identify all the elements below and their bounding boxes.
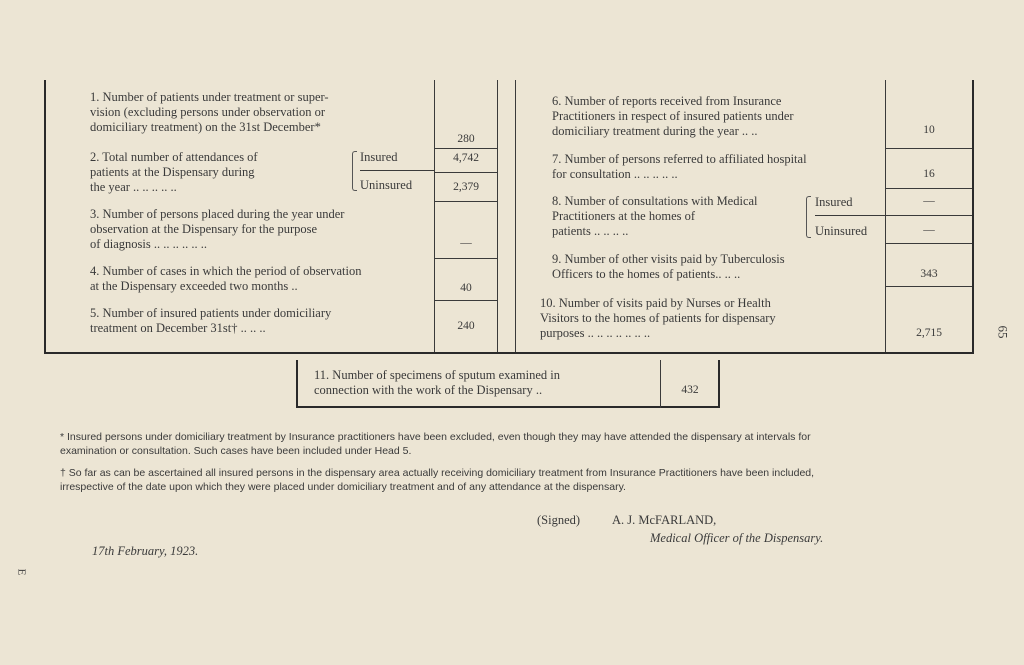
left-row-divider-3 [435,258,497,259]
bottom-item-value: 432 [681,384,699,396]
right-item-6-value: 10 [923,124,935,136]
left-item-3-value: — [460,237,472,249]
footnote-insured: * Insured persons under domiciliary treatment by Insurance practitioners have been excluded, even though they may have attended the dispensary at intervals for examination or consultation. Such cases have been included under Head 5. [60,431,811,457]
right-item-8-brace [806,196,811,238]
left-item-2-insured-label: Insured [360,150,398,164]
right-item-9-value: 343 [920,268,938,280]
left-row-divider-2 [435,201,497,202]
right-item-9-text: 9. Number of other visits paid by Tuberculosis Officers to the homes of patients.. .. .. [552,252,785,281]
right-item-8-uninsured-value: — [923,224,935,236]
footnote-domiciliary: † So far as can be ascertained all insured persons in the dispensary area actually receiving domiciliary treatment from Insurance Practitioners have been included, irrespective of the date upon which they were placed under domiciliary treatment and of any attendance at the dispensary. [60,467,815,493]
left-item-2-sub-divider [360,170,435,171]
signature-signed: (Signed) [537,513,581,527]
signature-title: Medical Officer of the Dispensary. [650,531,824,545]
right-row-divider-3 [886,243,972,244]
right-item-8-insured-label: Insured [815,195,853,209]
table-right-border [972,80,974,353]
specimens-box-value-rule [660,360,661,408]
right-item-8-text: 8. Number of consultations with Medical Practitioners at the homes of patients .. .. .. .. [552,194,758,238]
right-item-6-text: 6. Number of reports received from Insurance Practitioners in respect of insured patients under domiciliary treatment during the year .. .. [552,94,794,138]
left-item-5-text: 5. Number of insured patients under domiciliary treatment on December 31st† .. .. .. [90,306,332,335]
right-item-8-insured-value: — [923,195,935,207]
left-item-2-uninsured-value: 2,379 [453,181,479,193]
left-value-column-rule [434,80,435,352]
left-item-1-value: 280 [457,133,475,145]
table-left-border [44,80,46,353]
right-row-divider-4 [886,286,972,287]
left-item-4-text: 4. Number of cases in which the period of observation at the Dispensary exceeded two months .. [90,264,362,293]
left-item-2-uninsured-label: Uninsured [360,178,413,192]
page-number: 65 [995,325,1011,339]
left-item-4-value: 40 [460,282,472,294]
left-item-2-text: 2. Total number of attendances of patients at the Dispensary during the year .. .. .. .. .. [90,150,258,194]
signature-name: A. J. McFARLAND, [612,513,717,527]
right-item-8-sub-divider [815,215,972,216]
table-bottom-border [44,352,974,354]
left-item-3-text: 3. Number of persons placed during the year under observation at the Dispensary for the purpose of diagnosis .. .. .. .. .. .. [90,207,345,251]
right-item-10-text: 10. Number of visits paid by Nurses or Health Visitors to the homes of patients for dispensary purposes .. .. .. .. .. .. .. [540,296,776,340]
left-item-2-insured-value: 4,742 [453,152,479,164]
right-item-8-uninsured-label: Uninsured [815,224,868,238]
right-value-column-rule [885,80,886,352]
left-item-2-value-divider [435,172,497,173]
right-row-divider-1 [886,148,972,149]
right-column-left-rule [515,80,516,352]
left-item-1-text: 1. Number of patients under treatment or super- vision (excluding persons under observation or domiciliary treatment) on the 31st December* [90,90,329,134]
left-row-divider-4 [435,300,497,301]
document-date [92,544,198,559]
document-date-text: 17th February, 1923. [92,544,199,558]
right-item-10-value: 2,715 [916,327,942,339]
right-row-divider-2 [886,188,972,189]
left-row-divider-1 [435,148,497,149]
bottom-item-text: 11. Number of specimens of sputum examined in connection with the work of the Dispensary .. [314,368,561,397]
left-column-right-rule [497,80,498,352]
left-item-2-brace [352,151,357,191]
right-item-7-value: 16 [923,168,935,180]
right-item-7-text: 7. Number of persons referred to affiliated hospital for consultation .. .. .. .. .. [552,152,807,181]
margin-mark: E [15,568,28,576]
left-item-5-value: 240 [457,320,475,332]
